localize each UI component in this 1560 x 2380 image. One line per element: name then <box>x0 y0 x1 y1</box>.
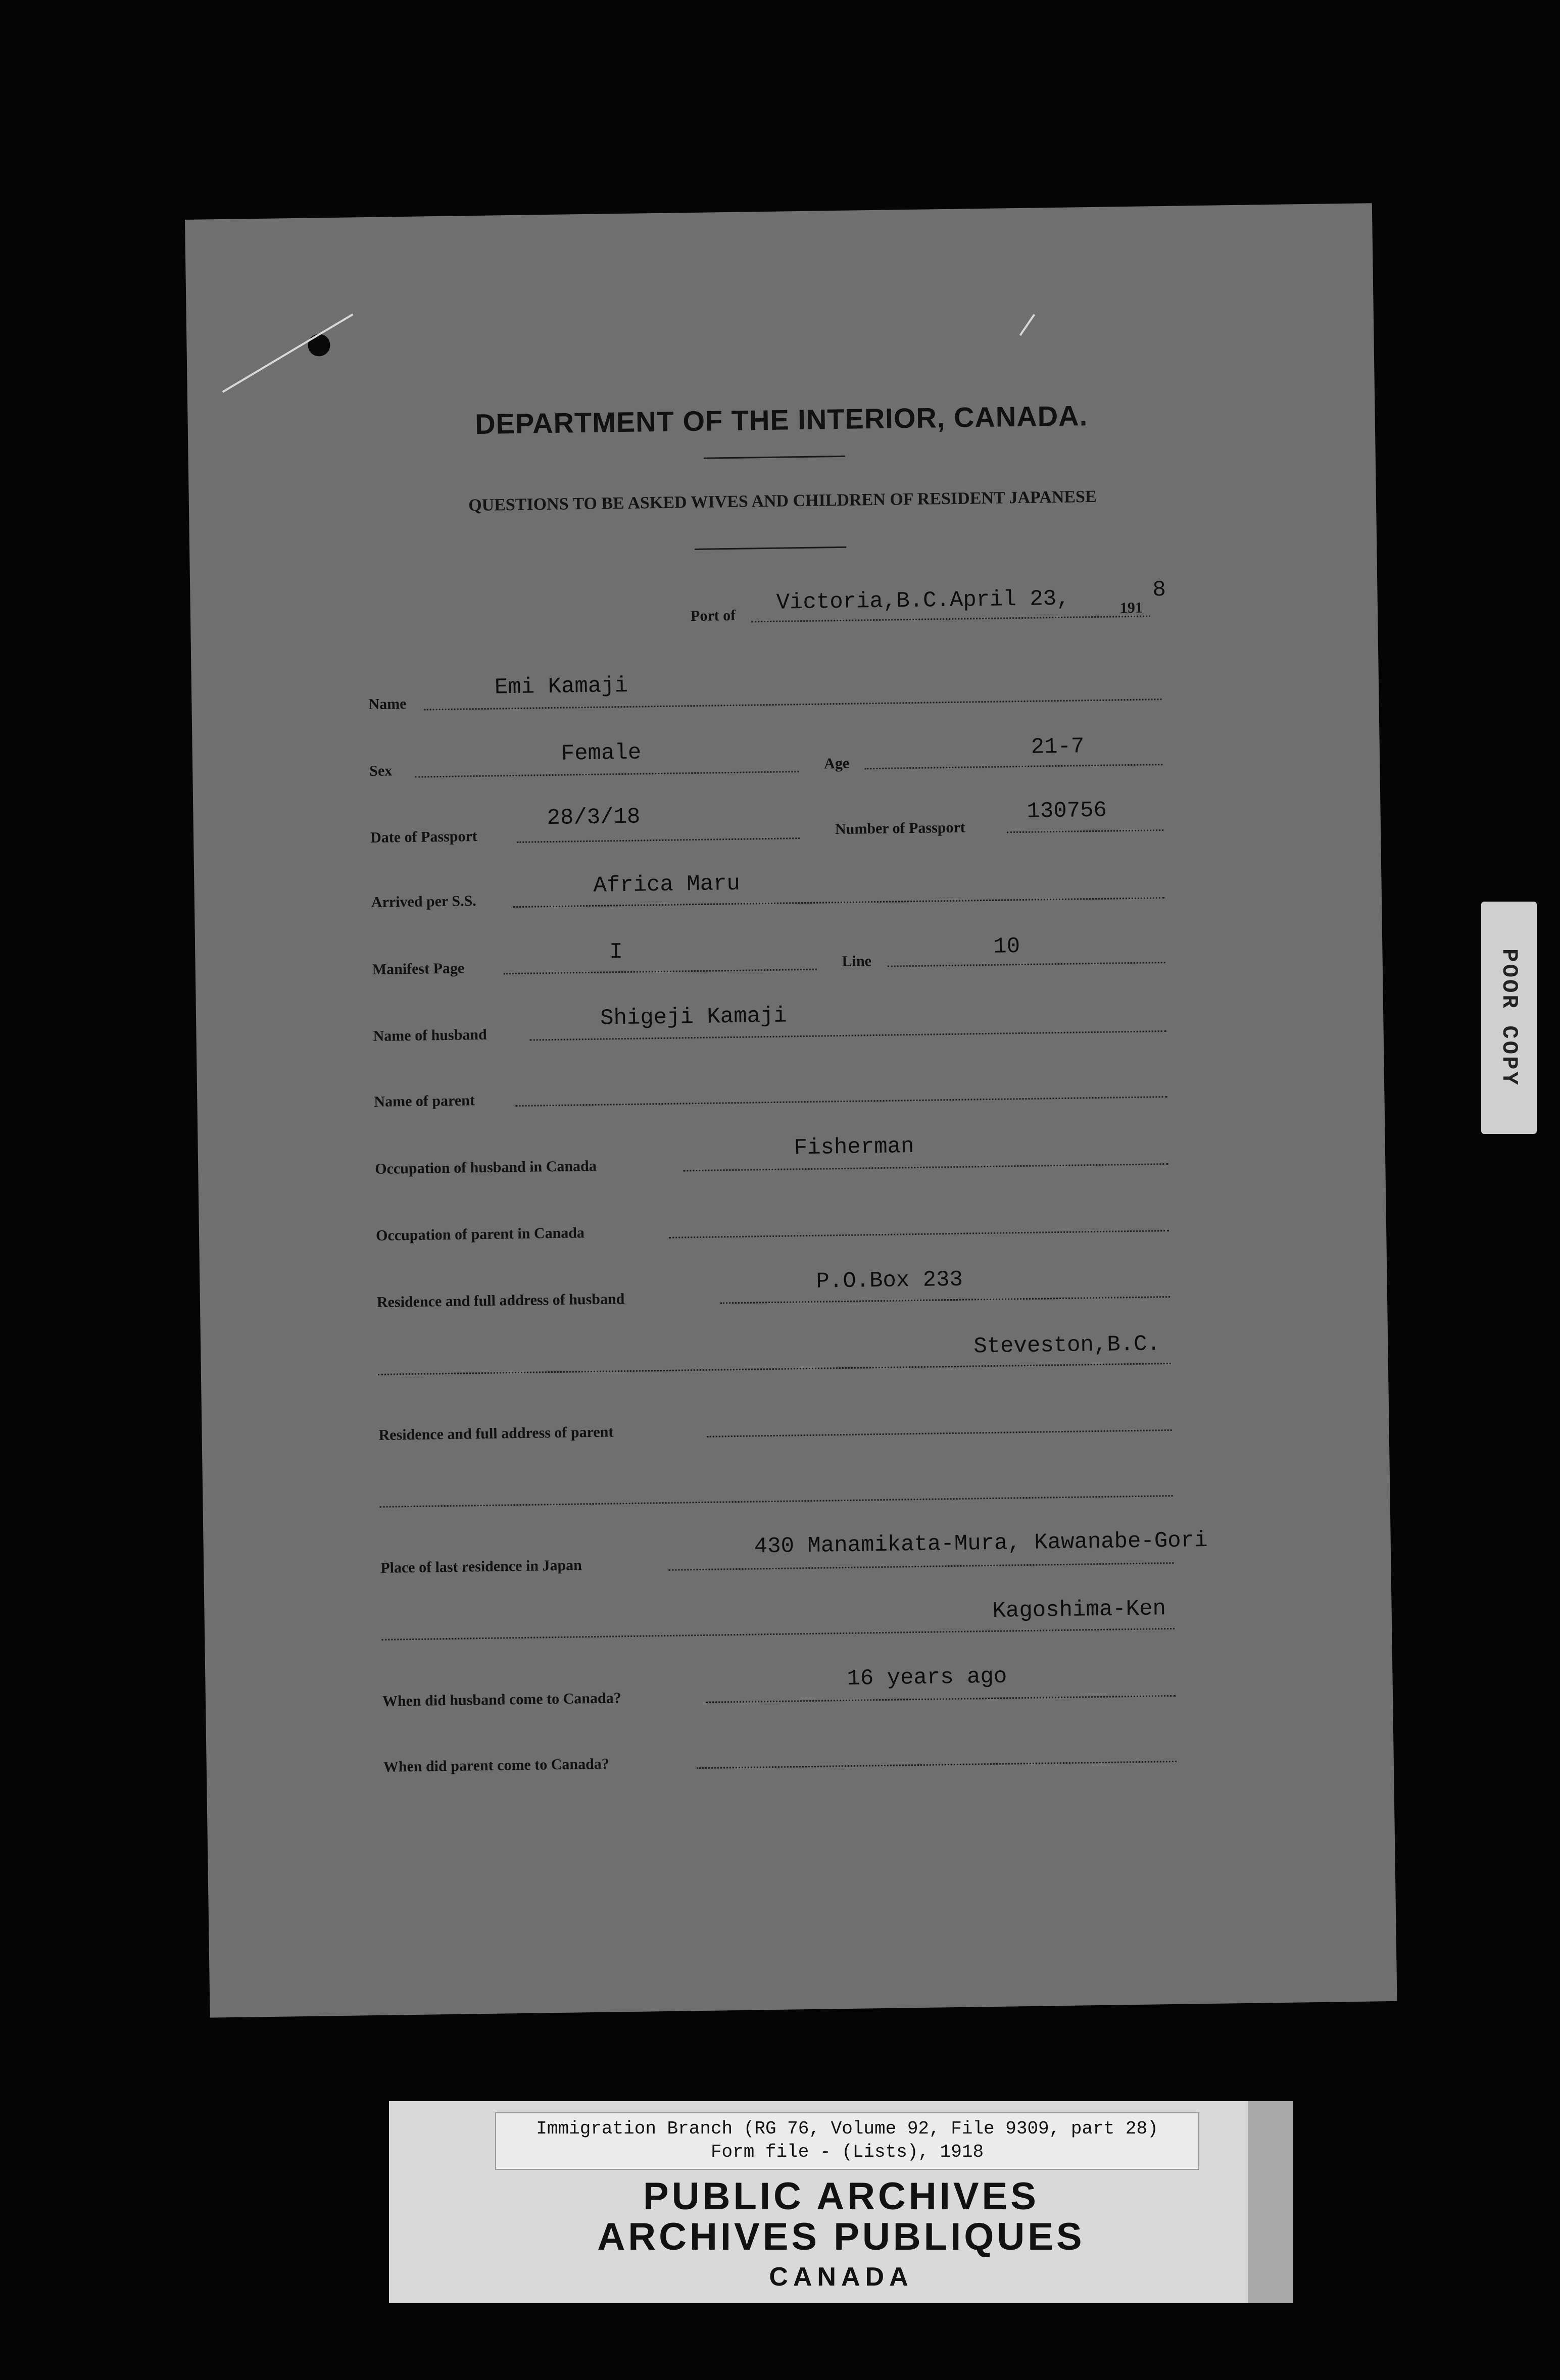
name-of-husband-value: Shigeji Kamaji <box>600 1003 788 1031</box>
parent-came-line <box>697 1761 1177 1769</box>
occupation-husband-value: Fisherman <box>794 1134 914 1161</box>
archive-line-3: CANADA <box>769 2262 913 2292</box>
name-value: Emi Kamaji <box>494 673 628 701</box>
scratch-mark <box>222 314 354 393</box>
manifest-page-line <box>504 969 817 975</box>
last-residence-line <box>668 1562 1174 1571</box>
age-label: Age <box>823 755 850 772</box>
number-of-passport-label: Number of Passport <box>835 819 965 838</box>
line-line <box>888 962 1165 967</box>
residence-husband-line <box>720 1296 1170 1304</box>
parent-came-label: When did parent come to Canada? <box>383 1755 609 1775</box>
port-year-suffix: 8 <box>1152 577 1166 603</box>
residence-parent-label: Residence and full address of parent <box>378 1423 614 1444</box>
archive-reference-line-1: Immigration Branch (RG 76, Volume 92, File 9309, part 28) <box>536 2118 1158 2139</box>
occupation-parent-label: Occupation of parent in Canada <box>375 1224 585 1244</box>
date-of-passport-label: Date of Passport <box>370 828 477 846</box>
residence-parent-line <box>707 1429 1172 1437</box>
occupation-husband-label: Occupation of husband in Canada <box>375 1157 597 1177</box>
residence-husband-value-2: Steveston,B.C. <box>973 1331 1161 1360</box>
archive-line-2: ARCHIVES PUBLIQUES <box>597 2215 1085 2258</box>
sex-label: Sex <box>369 762 393 780</box>
subtitle-rule <box>695 547 846 550</box>
sex-value: Female <box>561 740 642 767</box>
scratch-mark <box>1019 314 1035 336</box>
poor-copy-tab <box>1481 902 1537 1134</box>
date-of-passport-value: 28/3/18 <box>547 804 641 831</box>
line-value: 10 <box>993 934 1020 960</box>
department-title: DEPARTMENT OF THE INTERIOR, CANADA. <box>474 400 1088 440</box>
occupation-husband-line <box>683 1163 1168 1171</box>
name-of-husband-line <box>530 1030 1166 1041</box>
archives-stamp <box>389 2101 1293 2303</box>
occupation-parent-line <box>669 1230 1169 1238</box>
name-label: Name <box>368 695 407 713</box>
name-of-husband-label: Name of husband <box>373 1026 487 1045</box>
name-of-parent-label: Name of parent <box>374 1092 475 1110</box>
husband-came-value: 16 years ago <box>847 1664 1007 1692</box>
archive-line-1: PUBLIC ARCHIVES <box>643 2175 1039 2218</box>
last-residence-line-2 <box>381 1628 1175 1641</box>
age-value: 21-7 <box>1031 734 1085 760</box>
last-residence-value-2: Kagoshima-Ken <box>992 1596 1166 1624</box>
arrived-per-value: Africa Maru <box>593 871 741 899</box>
port-value: Victoria,B.C.April 23, <box>776 586 1070 616</box>
form-subtitle: QUESTIONS TO BE ASKED WIVES AND CHILDREN OF RESIDENT JAPANESE <box>468 487 1097 515</box>
sex-line <box>415 771 799 778</box>
number-of-passport-line <box>1007 829 1163 833</box>
line-label: Line <box>842 953 872 970</box>
husband-came-line <box>706 1695 1176 1703</box>
manifest-page-value: I <box>609 939 623 965</box>
name-line <box>424 699 1162 710</box>
archive-reference <box>495 2112 1199 2170</box>
port-label: Port of <box>690 607 736 625</box>
last-residence-label: Place of last residence in Japan <box>380 1557 582 1576</box>
number-of-passport-value: 130756 <box>1027 798 1107 824</box>
form-sheet <box>185 203 1397 2017</box>
last-residence-value-1: 430 Manamikata-Mura, Kawanabe-Gori <box>754 1527 1208 1560</box>
port-line <box>751 615 1150 622</box>
title-rule <box>704 456 845 459</box>
arrived-per-line <box>513 897 1164 908</box>
residence-husband-value-1: P.O.Box 233 <box>816 1267 963 1295</box>
husband-came-label: When did husband come to Canada? <box>382 1690 621 1710</box>
date-of-passport-line <box>517 837 800 843</box>
residence-parent-line-2 <box>380 1495 1173 1508</box>
arrived-per-label: Arrived per S.S. <box>371 893 476 911</box>
residence-husband-label: Residence and full address of husband <box>376 1291 625 1311</box>
residence-husband-line-2 <box>378 1363 1171 1375</box>
name-of-parent-line <box>516 1096 1167 1107</box>
age-line <box>864 764 1162 769</box>
poor-copy-label: POOR COPY <box>1496 949 1522 1087</box>
port-year-prefix: 191 <box>1119 599 1143 617</box>
archive-reference-line-2: Form file - (Lists), 1918 <box>710 2142 984 2162</box>
manifest-page-label: Manifest Page <box>372 960 465 978</box>
